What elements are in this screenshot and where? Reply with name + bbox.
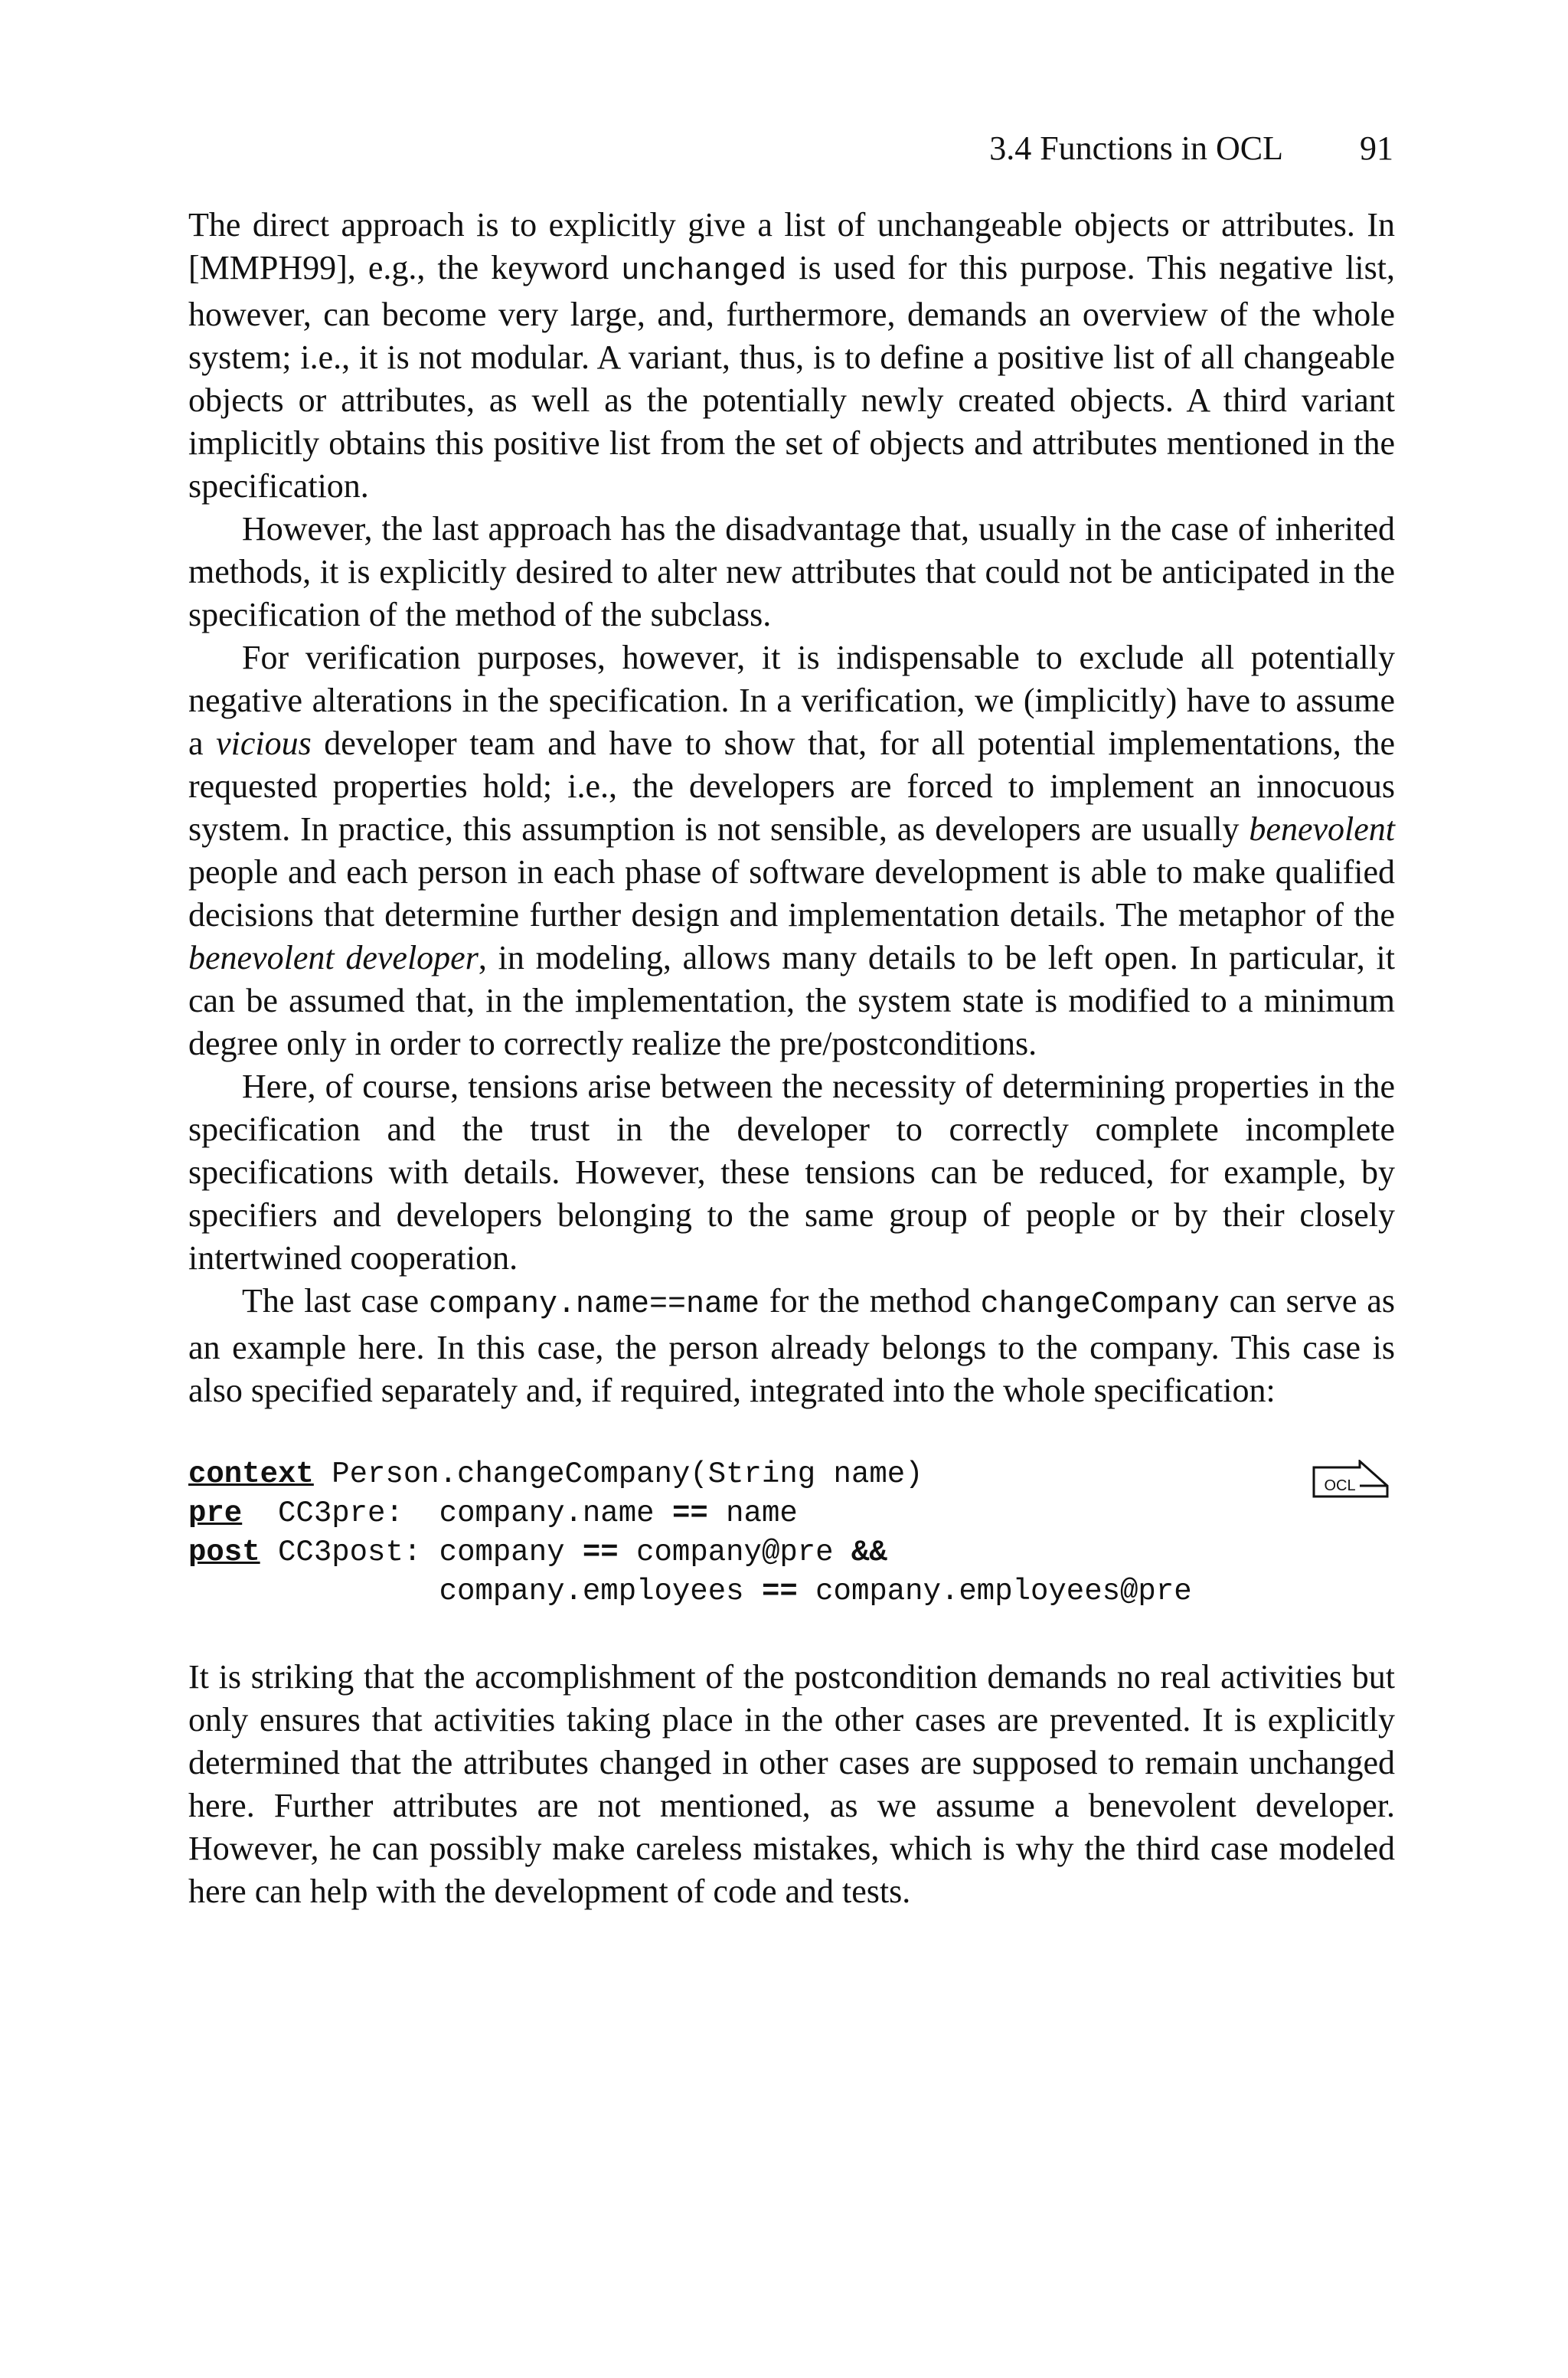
code-text: company.name bbox=[439, 1496, 655, 1530]
paragraph-5 bbox=[188, 1280, 1395, 1412]
paragraph-2: However, the last approach has the disadvantage that, usually in the case of inherited methods, it is explicitly desired to alter new attributes that could not be anticipated in the specification of the method of the subclass. bbox=[188, 510, 1395, 633]
keyword-context: context bbox=[188, 1457, 314, 1491]
code-text: company bbox=[439, 1536, 565, 1569]
text-run: is used for this purpose. This negative list, however, can become very large, and, furthermore, demands an overview of the whole system; i.e., it is not modular. A variant, thus, is to define a positive list of all changeable objects or attributes, as well as the potentially newly created objects. A third variant implicitly obtains this positive list from the set of objects and attributes mentioned in the specification. bbox=[188, 249, 1395, 505]
code-operator: && bbox=[851, 1536, 887, 1569]
paragraph-1 bbox=[188, 204, 1395, 508]
code-operator: == bbox=[761, 1575, 798, 1608]
ocl-badge-label: OCL bbox=[1324, 1477, 1356, 1494]
code-text: company@pre bbox=[636, 1536, 834, 1569]
keyword-post: post bbox=[188, 1536, 260, 1569]
emphasis: benevolent developer bbox=[188, 939, 479, 976]
inline-code: unchanged bbox=[621, 254, 787, 289]
page-number: 91 bbox=[1360, 129, 1393, 167]
inline-code: changeCompany bbox=[980, 1287, 1220, 1322]
text-run: For verification purposes, however, it is indispensable to exclude all potentially negative alterations in the specification. In a verification, we (implicitly) have to assume a bbox=[188, 639, 1395, 762]
code-text: Person.changeCompany(String name) bbox=[332, 1457, 923, 1491]
text-run: for the method bbox=[760, 1282, 981, 1320]
section-title: 3.4 Functions in OCL bbox=[989, 129, 1283, 167]
text-run: , in modeling, allows many details to be left open. In particular, it can be assumed that, in the implementation, the system state is modified to a minimum degree only in order to correctly realize the pre/postconditions. bbox=[188, 939, 1396, 1062]
paragraph-6: It is striking that the accomplishment of the postcondition demands no real activities but only ensures that activities taking place in the other cases are prevented. It is explicitly determined that the attributes changed in other cases are supposed to remain unchanged here. Further attributes are not mentioned, as we assume a benevolent developer. However, he can possibly make careless mistakes, which is why the third case modeled here can help with the development of code and tests. bbox=[188, 1658, 1395, 1910]
inline-code: company.name==name bbox=[428, 1287, 760, 1322]
code-operator: == bbox=[671, 1496, 708, 1530]
code-text: company.employees bbox=[439, 1575, 744, 1608]
ocl-code-block bbox=[188, 1455, 1395, 1611]
code-text: name bbox=[726, 1496, 798, 1530]
code-operator: == bbox=[582, 1536, 619, 1569]
body-text bbox=[188, 204, 1395, 1913]
ocl-badge-icon bbox=[1312, 1460, 1389, 1498]
code-label: CC3pre: bbox=[278, 1496, 403, 1530]
text-run: developer team and have to show that, for all potential implementations, the requested properties hold; i.e., the developers are forced to implement an innocuous system. In practice, this assumption is not sensible, as developers are usually bbox=[188, 725, 1395, 848]
text-run: The direct approach is to explicitly give a list of unchangeable objects or attributes. In [MMPH99], e.g., the keyword bbox=[188, 206, 1395, 286]
code-text: company.employees@pre bbox=[815, 1575, 1192, 1608]
text-run: people and each person in each phase of software development is able to make qualified decisions that determine further design and implementation details. The metaphor of the bbox=[188, 853, 1395, 934]
text-run: The last case bbox=[242, 1282, 429, 1320]
paragraph-3 bbox=[188, 636, 1395, 1065]
running-header bbox=[989, 127, 1393, 170]
code-label: CC3post: bbox=[278, 1536, 422, 1569]
emphasis: vicious bbox=[216, 725, 312, 762]
paragraph-4: Here, of course, tensions arise between the necessity of determining properties in the specification and the trust in the developer to correctly complete incomplete specifications with details. However, these tensions can be reduced, for example, by specifiers and developers belonging to the same group of people or by their closely intertwined cooperation. bbox=[188, 1068, 1395, 1277]
emphasis: benevolent bbox=[1249, 810, 1395, 848]
keyword-pre: pre bbox=[188, 1496, 243, 1530]
text-run: can serve as an example here. In this case, the person already belongs to the company. This case is also specified separately and, if required, integrated into the whole specification: bbox=[188, 1282, 1395, 1409]
